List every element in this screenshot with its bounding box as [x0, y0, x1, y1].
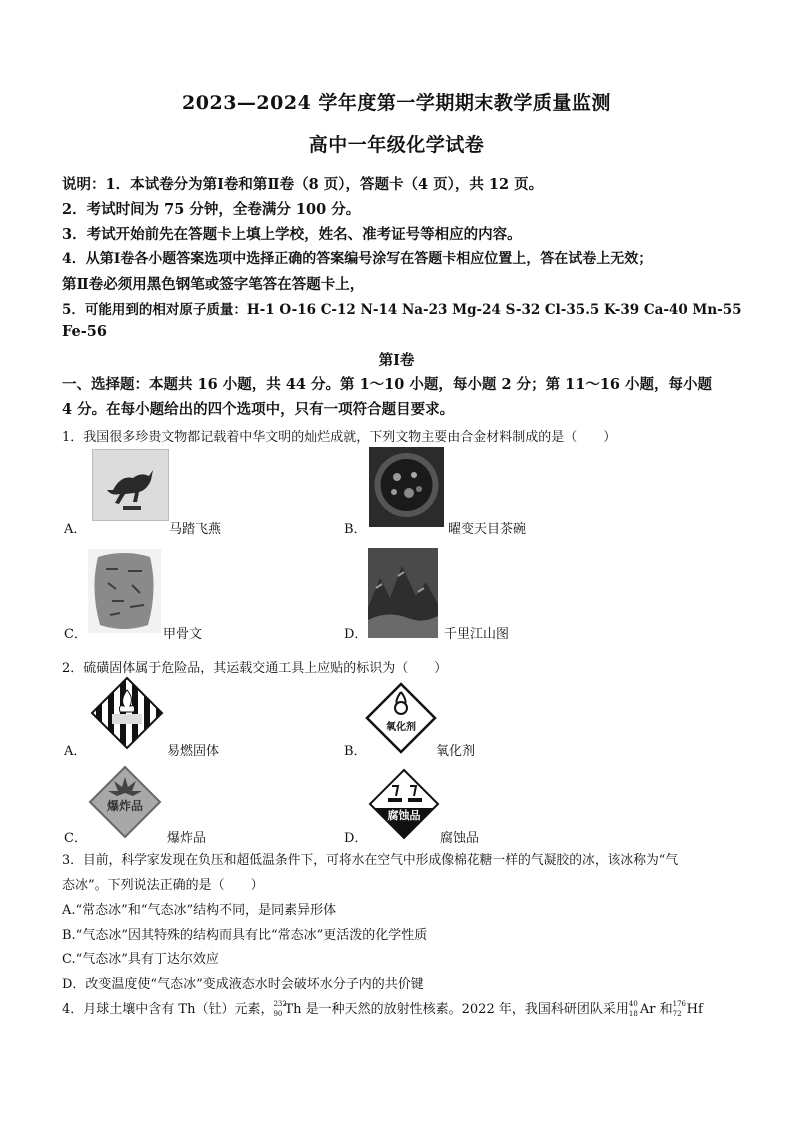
q3-option-b: B.“气态冰”因其特殊的结构而具有比“常态冰”更活泼的化学性质 [62, 928, 428, 943]
q2-option-d-letter: D． [344, 831, 368, 846]
exam-subtitle: 高中一年级化学试卷 [308, 134, 485, 156]
corrosive-sign-icon [368, 768, 440, 840]
hf-atomic-number: 72 [672, 1009, 682, 1018]
q1-option-d-label: 千里江山图 [444, 627, 510, 642]
ar-isotope-numbers [628, 999, 640, 1018]
section-desc-b: 4 分。在每小题给出的四个选项中，只有一项符合题目要求。 [62, 401, 455, 418]
th-atomic-number: 90 [273, 1009, 283, 1018]
instruction-line-1: 说明：1．本试卷分为第Ⅰ卷和第Ⅱ卷（8 页），答题卡（4 页），共 12 页。 [62, 176, 544, 193]
instruction-line-4a: 4．从第Ⅰ卷各小题答案选项中选择正确的答案编号涂写在答题卡相应位置上，答在试卷上无效； [62, 251, 653, 267]
q1-option-b-letter: B． [344, 522, 367, 537]
ar-mass-number: 40 [628, 999, 638, 1008]
section-desc-a: 一、选择题：本题共 16 小题，共 44 分。第 1～10 小题，每小题 2 分；第 11～16 小题，每小题 [62, 376, 713, 393]
q3-stem-b: 态冰”。下列说法正确的是（ ） [62, 878, 264, 893]
instruction-line-2: 2．考试时间为 75 分钟，全卷满分 100 分。 [62, 201, 361, 218]
q4-and: 和 [655, 1002, 673, 1017]
q4-stem-start: 4．月球土壤中含有 Th（钍）元素， [62, 1002, 274, 1017]
q3-option-d: D．改变温度使“气态冰”变成液态水时会破坏水分子内的共价键 [62, 977, 424, 992]
q1-option-a-label: 马踏飞燕 [169, 522, 222, 537]
th-symbol: Th [284, 1002, 302, 1017]
q2-option-b-letter: B． [344, 744, 367, 759]
q3-stem-a: 3．目前，科学家发现在负压和超低温条件下，可将水在空气中形成像棉花糖一样的气凝胶的冰，该冰称为“气 [62, 853, 679, 868]
q4-stem [62, 998, 703, 1017]
q1-option-b-label: 曜变天目茶碗 [448, 522, 527, 537]
q1-option-c-label: 甲骨文 [163, 627, 203, 642]
instruction-line-4b: 第Ⅱ卷必须用黑色钢笔或签字笔答在答题卡上， [62, 276, 365, 293]
exam-title: 2023—2024 学年度第一学期期末教学质量监测 [182, 92, 611, 114]
q2-option-c-label: 爆炸品 [167, 831, 207, 846]
corrosive-sign-text: 腐蚀品 [387, 809, 421, 822]
q2-stem: 2．硫磺固体属于危险品，其运载交通工具上应贴的标识为（ ） [62, 661, 448, 676]
ar-atomic-number: 18 [628, 1009, 638, 1018]
q1-option-c-image [88, 549, 161, 633]
hf-mass-number: 176 [672, 999, 686, 1008]
hf-symbol: Hf [686, 1002, 703, 1017]
q2-option-a-label: 易燃固体 [167, 744, 220, 759]
q1-option-b-image [369, 447, 444, 527]
q1-option-c-letter: C． [64, 627, 87, 642]
ar-symbol: Ar [639, 1002, 656, 1017]
flammable-solid-sign-icon [90, 676, 164, 750]
q2-option-c-letter: C． [64, 831, 87, 846]
q1-option-a-letter: A． [64, 522, 87, 537]
q2-option-d-label: 腐蚀品 [440, 831, 480, 846]
instruction-line-5a: 5．可能用到的相对原子质量：H-1 O-16 C-12 N-14 Na-23 Mg-24 S-32 Cl-35.5 K-39 Ca-40 Mn-55 [62, 302, 742, 318]
q1-stem: 1．我国很多珍贵文物都记载着中华文明的灿烂成就，下列文物主要由合金材料制成的是（ ） [62, 430, 617, 445]
q2-option-b-label: 氧化剂 [436, 744, 476, 759]
hf-isotope-numbers [672, 999, 687, 1018]
q3-option-a: A.“常态冰”和“气态冰”结构不同，是同素异形体 [62, 903, 337, 918]
q4-stem-mid: 是一种天然的放射性核素。2022 年，我国科研团队采用 [301, 1002, 629, 1017]
q1-option-d-letter: D． [344, 627, 368, 642]
section-title: 第Ⅰ卷 [378, 352, 415, 369]
explosive-sign-text: 爆炸品 [106, 799, 143, 813]
q1-option-a-image [92, 449, 169, 521]
oxidizer-sign-text: 氧化剂 [386, 722, 416, 733]
q2-option-a-letter: A． [64, 744, 87, 759]
instruction-line-3: 3．考试开始前先在答题卡上填上学校，姓名、准考证号等相应的内容。 [62, 226, 522, 243]
th-isotope-numbers [273, 999, 287, 1018]
instruction-line-5b: Fe-56 [62, 323, 107, 340]
q1-option-d-image [368, 548, 438, 638]
q3-option-c: C.“气态冰”具有丁达尔效应 [62, 952, 219, 967]
th-mass-number: 232 [273, 999, 287, 1008]
